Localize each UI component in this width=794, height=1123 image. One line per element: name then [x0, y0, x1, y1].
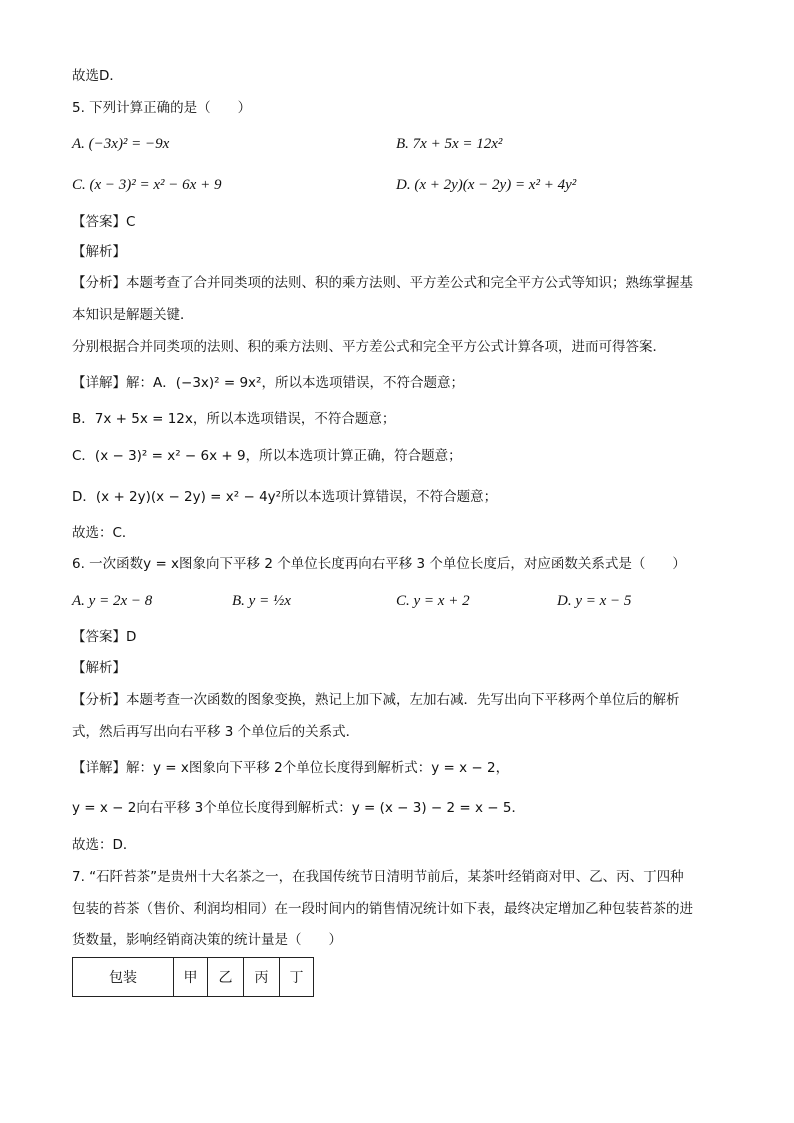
- q5-analysis-1: 【分析】本题考查了合并同类项的法则、积的乘方法则、平方差公式和完全平方公式等知识；熟练掌握基: [72, 275, 693, 291]
- package-table: [72, 957, 314, 997]
- q5-choice: 故选：C．: [72, 525, 136, 541]
- q5-analysis-3: 分别根据合并同类项的法则、积的乘方法则、平方差公式和完全平方公式计算各项，进而可得答案．: [72, 339, 666, 355]
- table-cell-bing: 丙: [244, 958, 280, 997]
- q5-option-b: B. 7x + 5x = 12x²: [396, 136, 503, 152]
- q5-option-c: C. (x − 3)² = x² − 6x + 9: [72, 177, 222, 193]
- q6-choice: 故选：D．: [72, 837, 137, 853]
- q5-jiexi: 【解析】: [72, 244, 126, 260]
- line-l1: 故选D．: [72, 68, 123, 84]
- q5-option-d: D. (x + 2y)(x − 2y) = x² + 4y²: [396, 177, 577, 193]
- q5-detail-b: B．7x + 5x = 12x，所以本选项错误，不符合题意；: [72, 411, 396, 427]
- q6-analysis-1: 【分析】本题考查一次函数的图象变换，熟记上加下减，左加右减．先写出向下平移两个单位后的解析: [72, 692, 680, 708]
- q5-analysis-2: 本知识是解题关键．: [72, 307, 194, 323]
- question-6: 6. 一次函数y = x图象向下平移 2 个单位长度再向右平移 3 个单位长度后，对应函数关系式是（ ）: [72, 556, 686, 572]
- q6-detail-2: y = x − 2向右平移 3个单位长度得到解析式：y = (x − 3) − 2 = x − 5．: [72, 800, 525, 816]
- question-7-line-1: 7. “石阡苔茶”是贵州十大名茶之一，在我国传统节日清明节前后，某茶叶经销商对甲、乙、丙、丁四种: [72, 869, 684, 885]
- question-7-line-3: 货数量，影响经销商决策的统计量是（ ）: [72, 932, 342, 948]
- q5-detail-a: 【详解】解：A．(−3x)² = 9x²，所以本选项错误，不符合题意；: [72, 375, 464, 391]
- q6-option-a: A. y = 2x − 8: [72, 593, 153, 609]
- table-cell-jia: 甲: [174, 958, 208, 997]
- q6-option-d: D. y = x − 5: [557, 593, 632, 609]
- q6-detail-1: 【详解】解：y = x图象向下平移 2个单位长度得到解析式：y = x − 2，: [72, 760, 510, 776]
- q6-option-c: C. y = x + 2: [396, 593, 470, 609]
- q6-analysis-2: 式，然后再写出向右平移 3 个单位后的关系式．: [72, 724, 360, 740]
- q5-detail-c: C．(x − 3)² = x² − 6x + 9，所以本选项计算正确，符合题意；: [72, 448, 462, 464]
- question-7-line-2: 包装的苔茶（售价、利润均相同）在一段时间内的销售情况统计如下表，最终决定增加乙种包装苔茶的进: [72, 901, 693, 917]
- q6-jiexi: 【解析】: [72, 660, 126, 676]
- q6-option-b: B. y = ½x: [232, 593, 291, 609]
- question-5: 5. 下列计算正确的是（ ）: [72, 100, 252, 116]
- table-header-cell: 包装: [73, 958, 174, 997]
- q5-detail-d: D．(x + 2y)(x − 2y) = x² − 4y²所以本选项计算错误，不符合题意；: [72, 489, 498, 505]
- table-cell-yi: 乙: [208, 958, 244, 997]
- q6-answer: 【答案】D: [72, 629, 137, 645]
- q5-option-a: A. (−3x)² = −9x: [72, 136, 170, 152]
- q5-answer: 【答案】C: [72, 214, 136, 230]
- table-row: [73, 958, 314, 997]
- table-cell-ding: 丁: [280, 958, 314, 997]
